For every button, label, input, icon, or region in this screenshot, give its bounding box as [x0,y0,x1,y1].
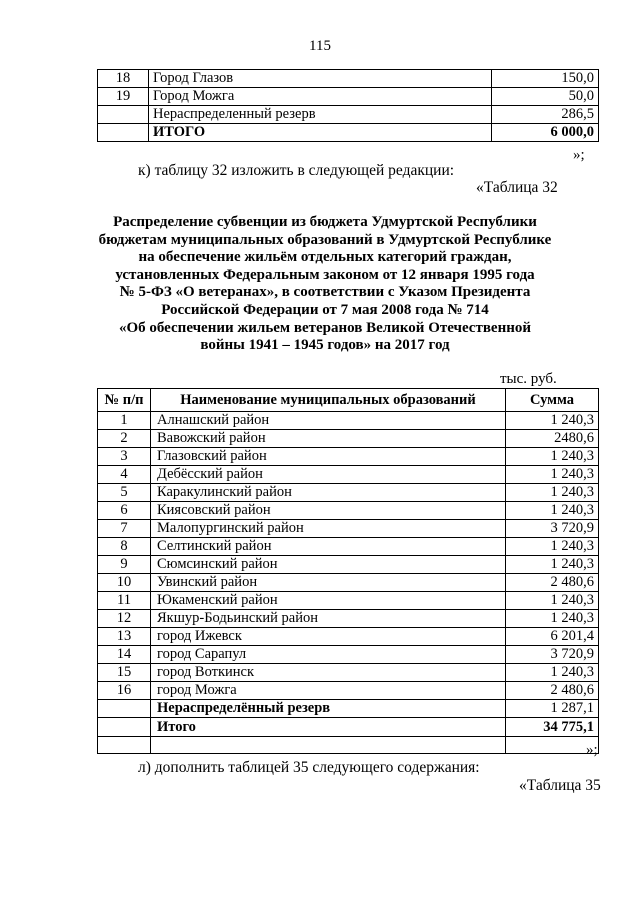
table-row [98,502,599,520]
table-row [98,484,599,502]
table-32 [97,388,599,754]
total-name: Итого [151,718,506,737]
row-name: Нераспределенный резерв [149,106,492,124]
row-sum: 2480,6 [506,430,599,448]
row-name: Алнашский район [151,412,506,430]
row-sum: 1 240,3 [506,610,599,628]
row-sum: 3 720,9 [506,520,599,538]
row-name: Увинский район [151,574,506,592]
header-sum: Сумма [506,389,599,412]
row-name: Юкаменский район [151,592,506,610]
row-name: Малопургинский район [151,520,506,538]
row-sum: 1 240,3 [506,592,599,610]
row-num: 19 [98,88,149,106]
row-name: город Можга [151,682,506,700]
header-num: № п/п [98,389,151,412]
table-row [98,610,599,628]
table-row [98,430,599,448]
reserve-name: Нераспределённый резерв [151,700,506,718]
total-sum: 34 775,1 [506,718,599,737]
reserve-row [98,700,599,718]
heading-line: Российской Федерации от 7 мая 2008 года № 714 [161,301,489,318]
row-num [98,124,149,142]
heading-line: установленных Федеральным законом от 12 января 1995 года [115,266,535,283]
table-32-heading [60,214,590,355]
row-sum: 1 240,3 [506,412,599,430]
heading-line: бюджетам муниципальных образований в Удмуртской Республике [98,231,552,248]
row-num: 4 [98,466,151,484]
row-num: 12 [98,610,151,628]
units-label: тыс. руб. [500,371,557,387]
row-sum: 1 240,3 [506,664,599,682]
row-name: ИТОГО [149,124,492,142]
row-sum: 50,0 [492,88,599,106]
heading-line: «Об обеспечении жильем ветеранов Великой Отечественной [118,319,532,336]
blank-cell [98,737,151,754]
table-row [98,538,599,556]
blank-row [98,737,599,754]
row-name: Киясовский район [151,502,506,520]
blank-cell [151,737,506,754]
table-row [98,448,599,466]
row-name: город Ижевск [151,628,506,646]
row-name: Вавожский район [151,430,506,448]
row-sum: 1 240,3 [506,484,599,502]
table-row [98,574,599,592]
row-name: Город Глазов [149,70,492,88]
total-num [98,718,151,737]
row-sum: 1 240,3 [506,502,599,520]
main-table-closing-quote: »; [586,742,598,758]
row-num [98,106,149,124]
row-sum: 3 720,9 [506,646,599,664]
table-row [98,466,599,484]
top-table-row [98,70,599,88]
row-name: город Воткинск [151,664,506,682]
row-name: Город Можга [149,88,492,106]
row-num: 10 [98,574,151,592]
paragraph-k: к) таблицу 32 изложить в следующей редакции: [138,162,455,179]
top-table-row [98,106,599,124]
header-name: Наименование муниципальных образований [151,389,506,412]
row-num: 7 [98,520,151,538]
row-num: 14 [98,646,151,664]
table-row [98,682,599,700]
row-name: Каракулинский район [151,484,506,502]
total-row [98,718,599,737]
reserve-num [98,700,151,718]
blank-cell [506,737,599,754]
table-row [98,628,599,646]
heading-line: Распределение субвенции из бюджета Удмуртской Республики [113,214,537,230]
row-num: 3 [98,448,151,466]
row-sum: 1 240,3 [506,538,599,556]
row-sum: 150,0 [492,70,599,88]
row-num: 5 [98,484,151,502]
reserve-sum: 1 287,1 [506,700,599,718]
table-row [98,412,599,430]
row-num: 1 [98,412,151,430]
row-sum: 1 240,3 [506,556,599,574]
row-sum: 1 240,3 [506,466,599,484]
page-number: 115 [309,38,331,54]
top-table-row [98,124,599,142]
row-sum: 286,5 [492,106,599,124]
row-num: 8 [98,538,151,556]
row-num: 9 [98,556,151,574]
table-header-row [98,389,599,412]
row-name: Селтинский район [151,538,506,556]
row-num: 18 [98,70,149,88]
paragraph-l: л) дополнить таблицей 35 следующего содержания: [138,759,480,776]
heading-line: № 5-ФЗ «О ветеранах», в соответствии с Указом Президента [119,284,531,301]
row-sum: 2 480,6 [506,682,599,700]
row-name: Якшур-Бодьинский район [151,610,506,628]
heading-line: на обеспечение жильём отдельных категорий граждан, [138,249,512,266]
row-num: 6 [98,502,151,520]
row-sum: 2 480,6 [506,574,599,592]
top-table-closing-quote: »; [573,147,585,163]
table-row [98,592,599,610]
heading-line: войны 1941 – 1945 годов» на 2017 год [200,337,450,354]
row-name: Дебёсский район [151,466,506,484]
table-32-label: «Таблица 32 [476,179,558,196]
table-row [98,520,599,538]
top-table-row [98,88,599,106]
row-sum: 1 240,3 [506,448,599,466]
row-name: Сюмсинский район [151,556,506,574]
row-sum: 6 201,4 [506,628,599,646]
row-name: Глазовский район [151,448,506,466]
table-row [98,646,599,664]
row-num: 16 [98,682,151,700]
row-num: 11 [98,592,151,610]
row-sum: 6 000,0 [492,124,599,142]
table-row [98,556,599,574]
row-num: 15 [98,664,151,682]
row-num: 13 [98,628,151,646]
row-name: город Сарапул [151,646,506,664]
table-row [98,664,599,682]
previous-table-continuation [97,69,599,142]
table-35-label: «Таблица 35 [519,777,601,794]
row-num: 2 [98,430,151,448]
